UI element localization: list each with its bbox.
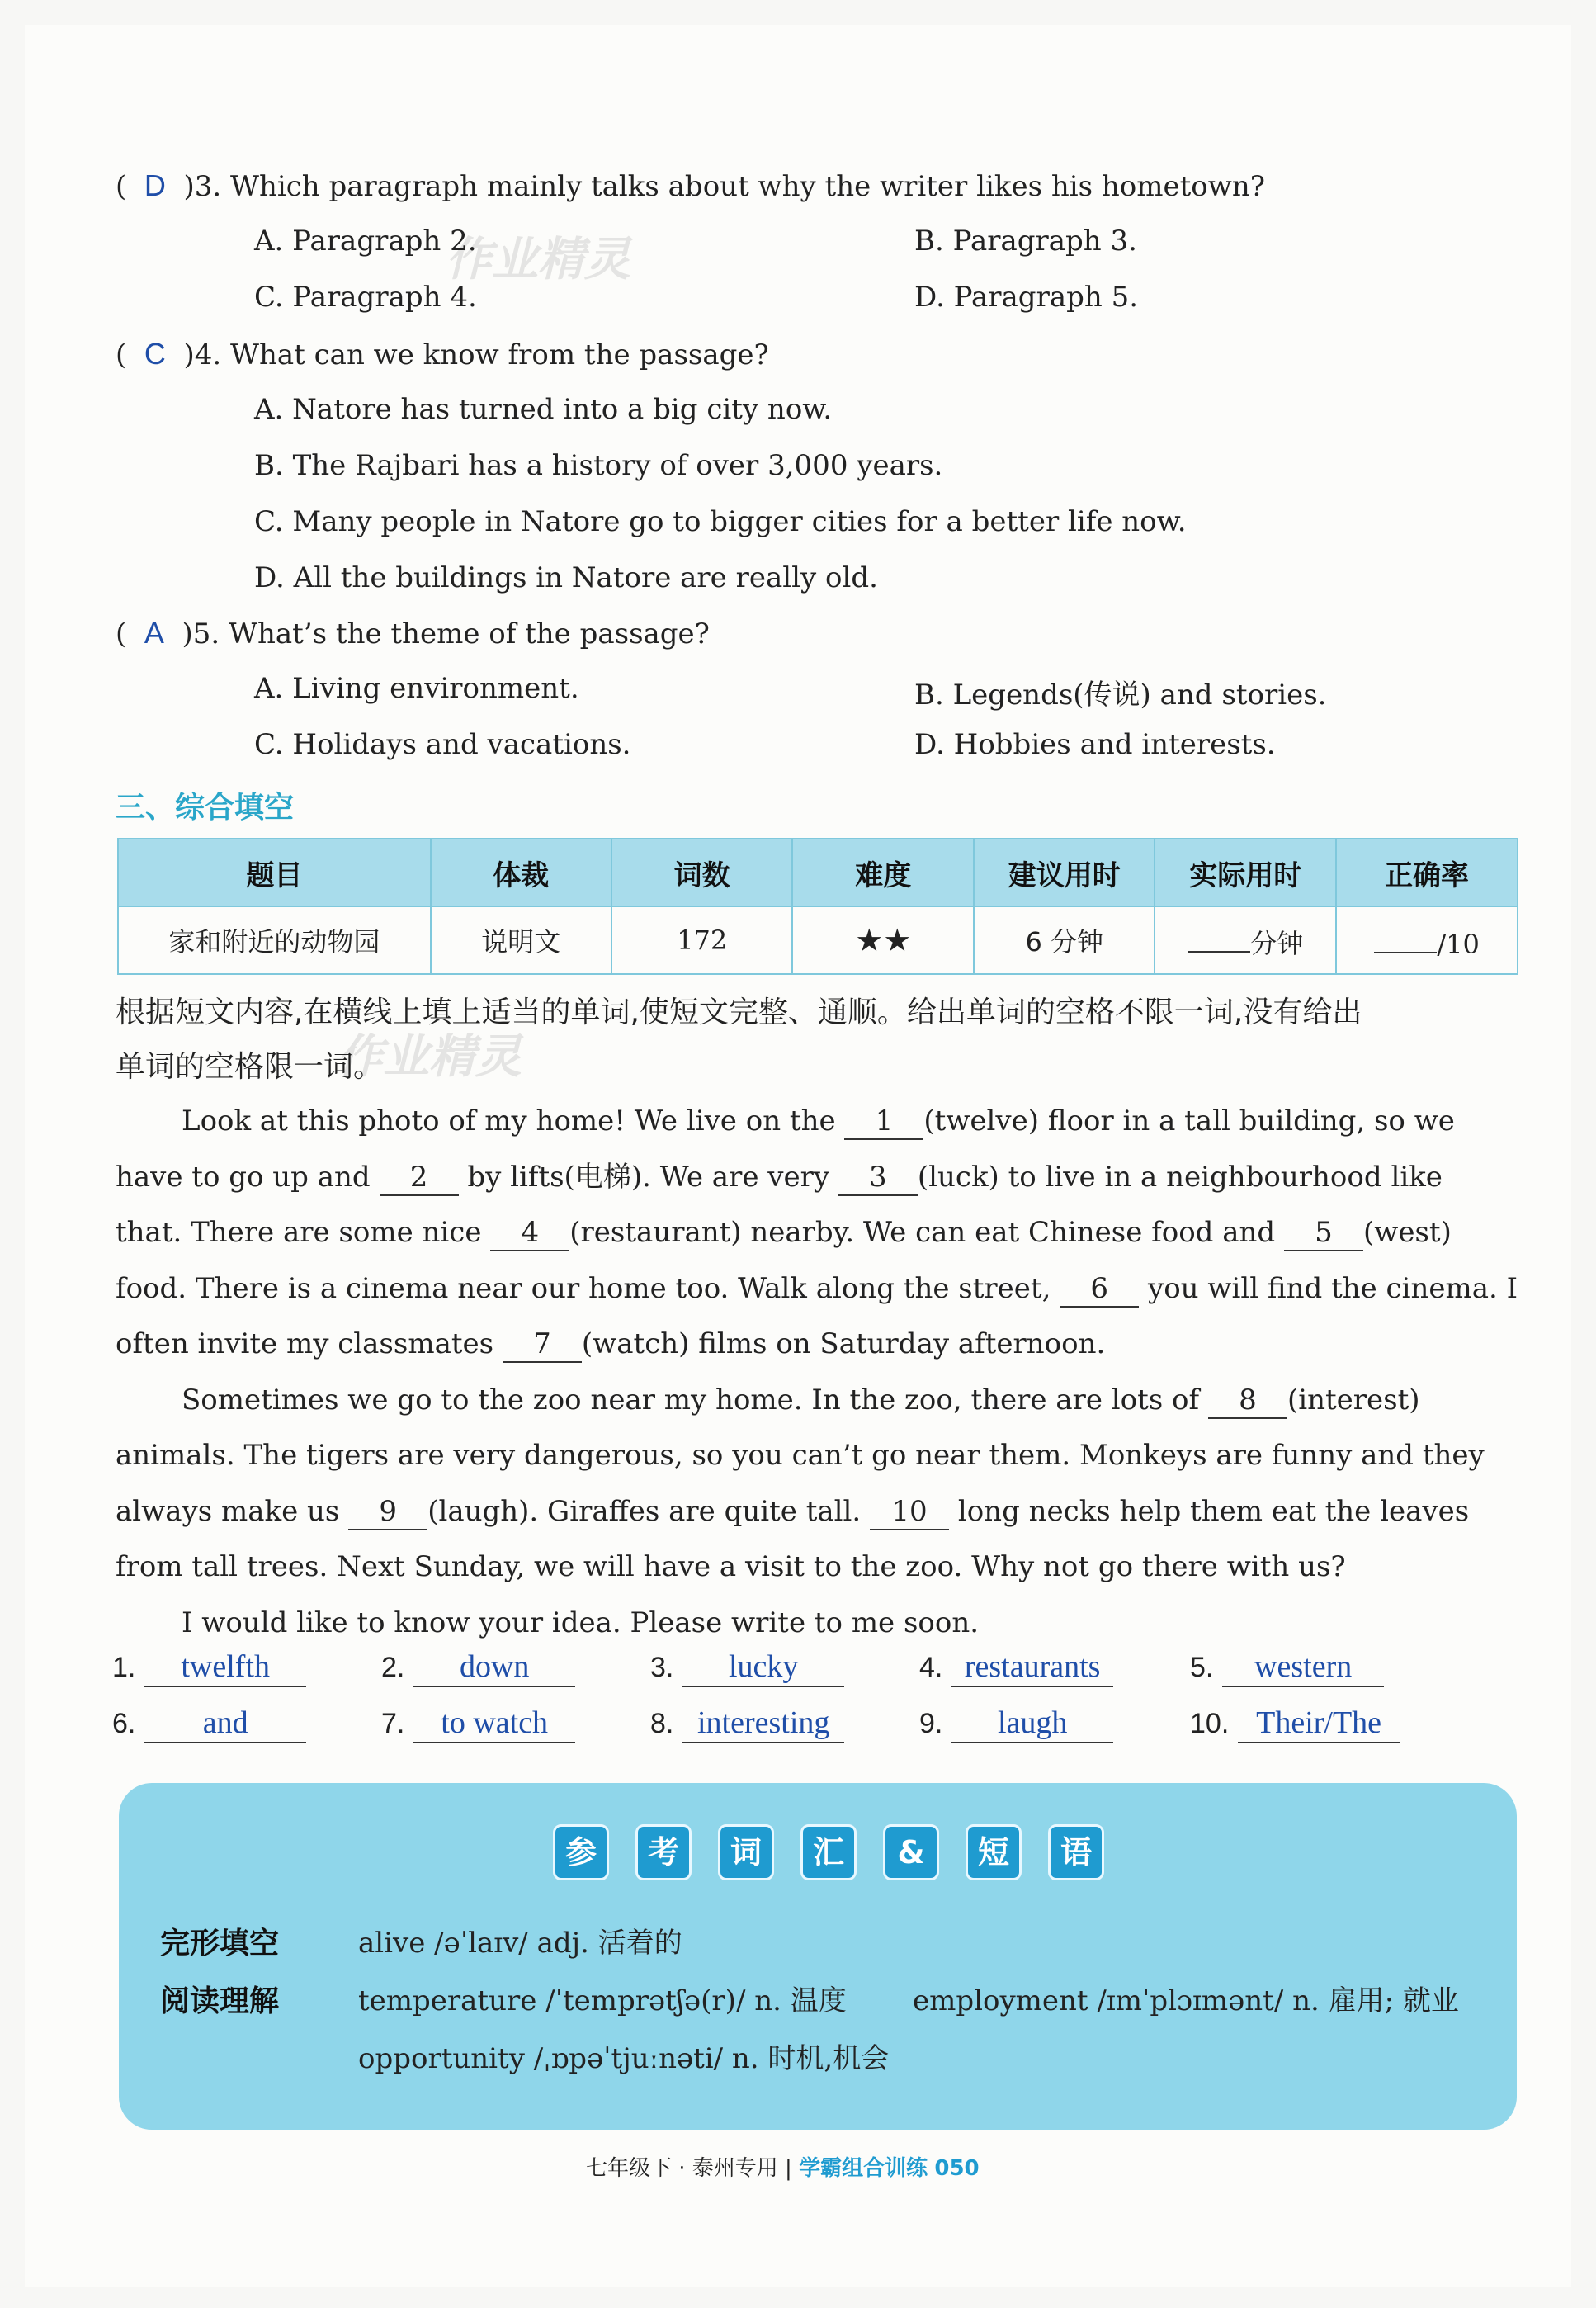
- table-cell: 172: [611, 906, 793, 974]
- option: D. Paragraph 5.: [914, 281, 1139, 314]
- answer-value: down: [413, 1648, 575, 1687]
- table-cell: 分钟: [1155, 906, 1336, 974]
- passage-line: I would like to know your idea. Please write to me soon.: [182, 1606, 980, 1639]
- option: A. Paragraph 2.: [254, 225, 477, 258]
- answer-value: lucky: [682, 1648, 844, 1687]
- table-cell: ★★: [792, 906, 974, 974]
- table-header: 难度: [792, 839, 974, 906]
- passage-line: from tall trees. Next Sunday, we will have a visit to the zoo. Why not go there with us?: [116, 1550, 1346, 1583]
- table-cell: 6 分钟: [974, 906, 1155, 974]
- option: B. Legends(传说) and stories.: [914, 679, 1327, 712]
- option: A. Natore has turned into a big city now.: [254, 393, 833, 426]
- watermark: 作业精灵: [446, 233, 630, 286]
- answer-value: Their/The: [1238, 1704, 1400, 1743]
- passage-line: that. There are some nice 4 (restaurant) nearby. We can eat Chinese food and 5 (west): [116, 1205, 1517, 1261]
- instruction: 根据短文内容,在横线上填上适当的单词,使短文完整、通顺。给出单词的空格不限一词,没有给出: [116, 996, 1362, 1029]
- vocab-label: 完形填空: [160, 1927, 280, 1960]
- passage-line: Sometimes we go to the zoo near my home. In the zoo, there are lots of 8 (interest): [116, 1373, 1517, 1429]
- answer-row: 7. to watch: [381, 1704, 575, 1743]
- table-header: 题目: [118, 839, 431, 906]
- table-cell: 说明文: [431, 906, 611, 974]
- answer-value: restaurants: [951, 1648, 1113, 1687]
- option: C. Many people in Natore go to bigger cities for a better life now.: [254, 505, 1187, 538]
- answer-mark: C: [144, 337, 166, 371]
- section-title: 三、综合填空: [116, 791, 295, 825]
- answer-row: 9. laugh: [919, 1704, 1113, 1743]
- answer-value: interesting: [682, 1704, 844, 1743]
- info-table: [117, 838, 1518, 975]
- passage-line: often invite my classmates 7 (watch) films on Saturday afternoon.: [116, 1317, 1517, 1373]
- answer-row: 3. lucky: [650, 1648, 844, 1687]
- answer-row: 5. western: [1190, 1648, 1384, 1687]
- answer-row: 6. and: [112, 1704, 306, 1743]
- answer-row: 1. twelfth: [112, 1648, 306, 1687]
- table-header: 正确率: [1336, 839, 1518, 906]
- answer-row: 10. Their/The: [1190, 1704, 1400, 1743]
- answer-value: laugh: [951, 1704, 1113, 1743]
- option: D. Hobbies and interests.: [914, 728, 1276, 761]
- table-header: 词数: [611, 839, 793, 906]
- table-header: 实际用时: [1155, 839, 1336, 906]
- option: B. Paragraph 3.: [914, 225, 1137, 258]
- instruction: 单词的空格限一词。: [116, 1050, 384, 1084]
- table-header: 建议用时: [974, 839, 1155, 906]
- question-4: ( C )4. What can we know from the passage?: [116, 337, 769, 371]
- answer-value: and: [144, 1704, 306, 1743]
- option: D. All the buildings in Natore are really old.: [254, 561, 878, 594]
- passage-line: Look at this photo of my home! We live on the 1 (twelve) floor in a tall building, so we: [116, 1094, 1517, 1150]
- passage: [116, 1094, 1517, 1651]
- option: C. Holidays and vacations.: [254, 728, 631, 761]
- option: B. The Rajbari has a history of over 3,000 years.: [254, 449, 943, 482]
- question-3: ( D )3. Which paragraph mainly talks about why the writer likes his hometown?: [116, 168, 1265, 203]
- answer-mark: D: [144, 168, 166, 202]
- option: C. Paragraph 4.: [254, 281, 477, 314]
- vocab-label: 阅读理解: [160, 1984, 280, 2018]
- answer-row: 2. down: [381, 1648, 575, 1687]
- watermark: 作业精灵: [337, 1030, 522, 1084]
- answer-value: western: [1222, 1648, 1384, 1687]
- answer-value: to watch: [413, 1704, 575, 1743]
- passage-line: animals. The tigers are very dangerous, so you can’t go near them. Monkeys are funny and they: [116, 1439, 1485, 1472]
- vocab-entry: temperature /ˈtemprətʃə(r)/ n. 温度: [358, 1984, 847, 2017]
- vocab-title: 参 考 词 汇 & 短 语: [553, 1824, 1131, 1880]
- footer: 七年级下 · 泰州专用 | 学霸组合训练 050: [586, 2156, 980, 2181]
- passage-line: always make us 9 (laugh). Giraffes are quite tall. 10 long necks help them eat the leaves: [116, 1484, 1517, 1540]
- answer-row: 8. interesting: [650, 1704, 844, 1743]
- answer-mark: A: [144, 616, 164, 650]
- option: A. Living environment.: [254, 672, 579, 705]
- table-cell: /10: [1336, 906, 1518, 974]
- table-header: 体裁: [431, 839, 611, 906]
- vocab-entry: alive /əˈlaɪv/ adj. 活着的: [358, 1927, 682, 1960]
- passage-line: food. There is a cinema near our home too. Walk along the street, 6 you will find the cinema. I: [116, 1261, 1517, 1317]
- vocab-entry: opportunity /ˌɒpəˈtjuːnəti/ n. 时机,机会: [358, 2042, 890, 2075]
- question-5: ( A )5. What’s the theme of the passage?: [116, 616, 710, 650]
- answer-row: 4. restaurants: [919, 1648, 1113, 1687]
- vocab-entry: employment /ɪmˈplɔɪmənt/ n. 雇用; 就业: [913, 1984, 1459, 2017]
- table-cell: 家和附近的动物园: [118, 906, 431, 974]
- answer-value: twelfth: [144, 1648, 306, 1687]
- passage-line: have to go up and 2 by lifts(电梯). We are very 3 (luck) to live in a neighbourhood like: [116, 1150, 1517, 1206]
